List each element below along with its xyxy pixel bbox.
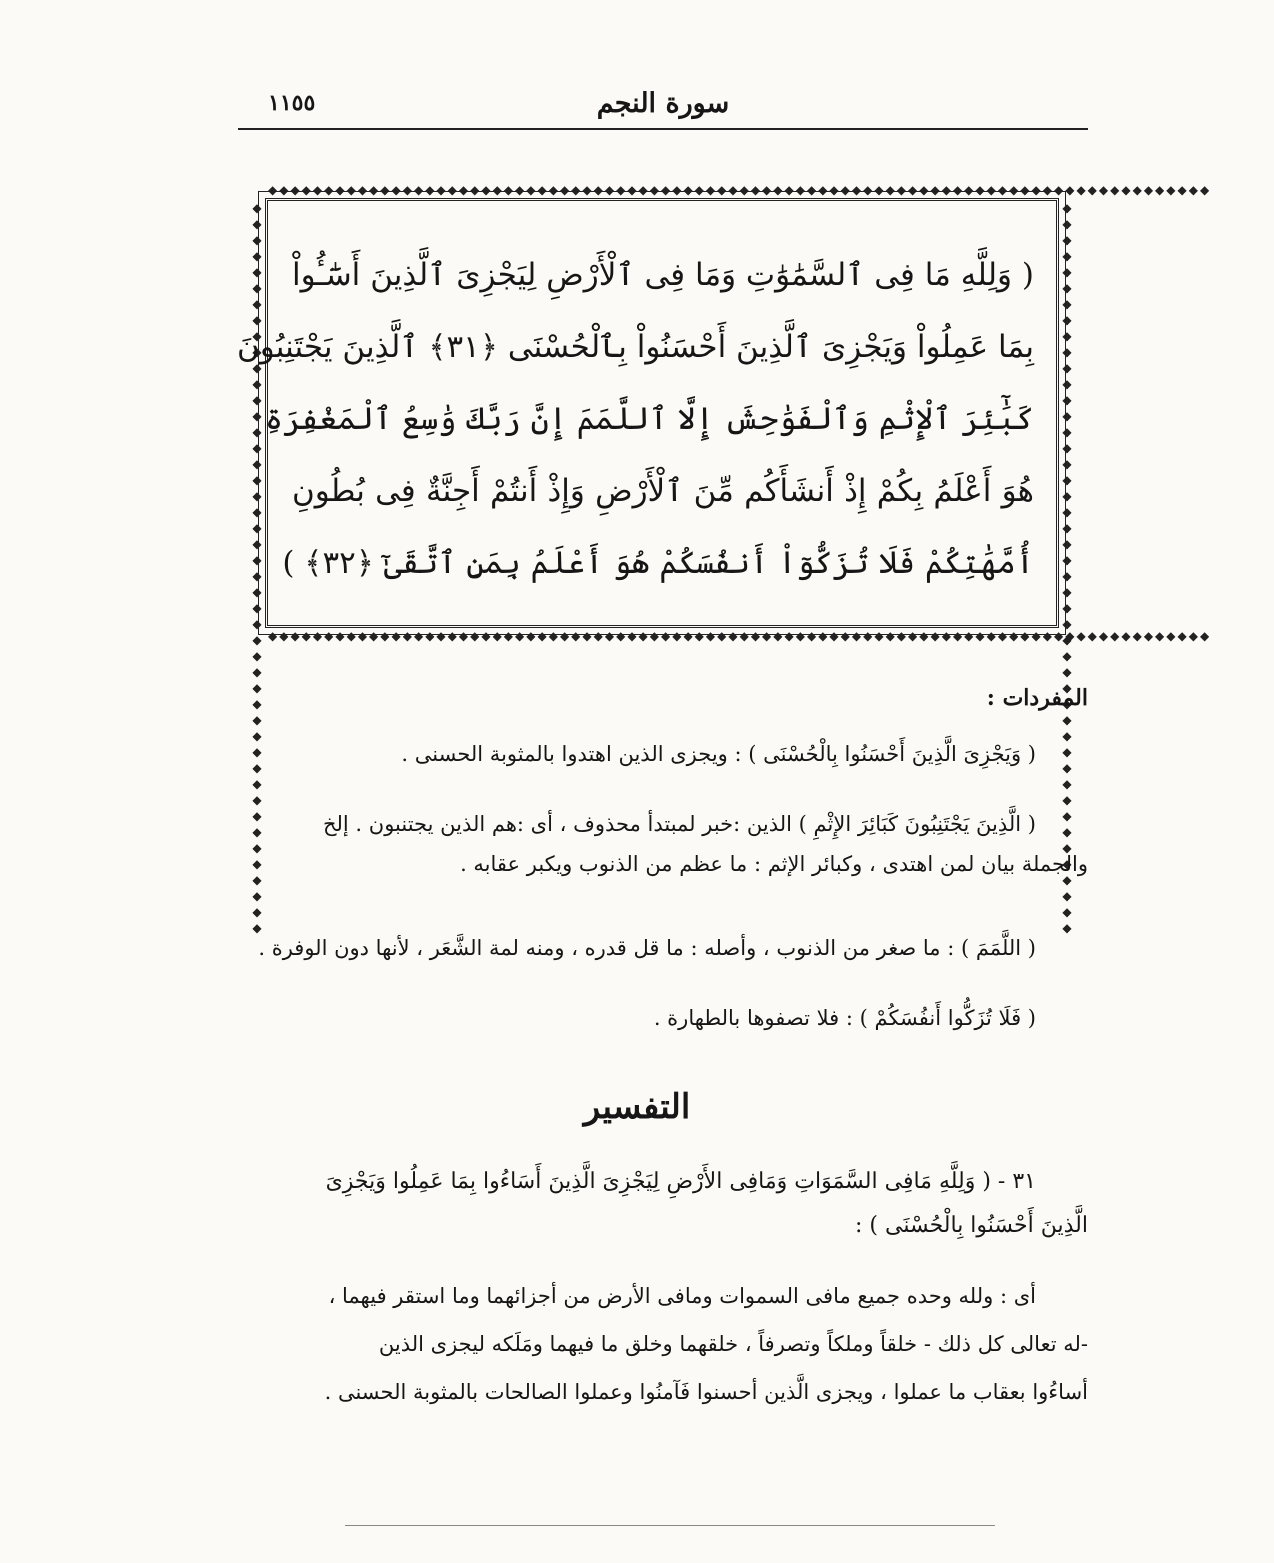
bottom-rule bbox=[345, 1525, 995, 1526]
tafsir-body-text: أى : ولله وحده جميع مافى السموات ومافى الأرض من أجزائهما وما استقر فيهما ، bbox=[328, 1284, 1036, 1308]
page-header bbox=[238, 82, 1088, 130]
frame-ornament-bottom: ◆◆◆◆◆◆◆◆◆◆◆◆◆◆◆◆◆◆◆◆◆◆◆◆◆◆◆◆◆◆◆◆◆◆◆◆◆◆◆◆◆◆◆◆◆◆◆◆◆◆◆◆◆◆◆◆◆◆◆◆◆◆◆◆◆◆◆◆◆◆◆◆◆◆◆◆◆◆◆◆◆◆◆◆ bbox=[268, 629, 1212, 643]
tafsir-verse-text: ٣١ - ( وَلِلَّهِ مَافِى السَّمَوَاتِ وَمَافِى الأَرْضِ لِيَجْزِىَ الَّذِينَ أَسَاءُوا بِمَا عَمِلُوا وَيَجْزِىَ bbox=[325, 1169, 1036, 1194]
vocab-item-text: ( اللَّمَمَ ) : ما صغر من الذنوب ، وأصله : ما قل قدره ، ومنه لمة الشَّعَر ، لأنها دون الوفرة . bbox=[258, 936, 1036, 960]
vocab-heading: المفردات : bbox=[986, 685, 1088, 711]
page-number: ١١٥٥ bbox=[268, 90, 316, 116]
verse-line: هُوَ أَعْلَمُ بِكُمْ إِذْ أَنشَأَكُم مِّنَ ٱلْأَرْضِ وَإِذْ أَنتُمْ أَجِنَّةٌ فِى بُطُونِ bbox=[292, 473, 1034, 509]
vocab-item bbox=[236, 804, 1088, 884]
frame-ornament-top: ◆◆◆◆◆◆◆◆◆◆◆◆◆◆◆◆◆◆◆◆◆◆◆◆◆◆◆◆◆◆◆◆◆◆◆◆◆◆◆◆◆◆◆◆◆◆◆◆◆◆◆◆◆◆◆◆◆◆◆◆◆◆◆◆◆◆◆◆◆◆◆◆◆◆◆◆◆◆◆◆◆◆◆◆ bbox=[268, 183, 1212, 197]
tafsir-verse-text: الَّذِينَ أَحْسَنُوا بِالْحُسْنَى ) : bbox=[855, 1213, 1088, 1238]
frame-ornament-left: ◆◆◆◆◆◆◆◆◆◆◆◆◆◆◆◆◆◆◆◆◆◆◆◆◆◆◆◆◆◆◆◆◆◆◆◆◆◆◆◆◆◆◆◆◆◆ bbox=[250, 201, 264, 937]
vocab-item-text: ( الَّذِينَ يَجْتَنِبُونَ كَبَائِرَ الإِثْمِ ) الذين :خبر لمبتدأ محذوف ، أى :هم الذين يجتنبون . إلخ bbox=[322, 812, 1036, 836]
quran-verses bbox=[237, 239, 1034, 599]
verse-line: أُمَّهَٰتِكُمْ فَلَا تُزَكُّوٓاْ أَنفُسَكُمْ هُوَ أَعْلَمُ بِمَنِ ٱتَّقَىٰٓ ﴿٣٢﴾ ) bbox=[282, 545, 1034, 581]
vocab-item-text: ( وَيَجْزِىَ الَّذِينَ أَحْسَنُوا بِالْحُسْنَى ) : ويجزى الذين اهتدوا بالمثوبة الحسنى . bbox=[401, 742, 1036, 766]
tafsir-heading: التفسير bbox=[583, 1087, 691, 1127]
vocab-item-text: والجملة بيان لمن اهتدى ، وكبائر الإثم : ما عظم من الذنوب ويكبر عقابه . bbox=[460, 852, 1088, 876]
vocab-item bbox=[236, 998, 1088, 1038]
vocab-item bbox=[236, 734, 1088, 774]
tafsir-body bbox=[236, 1272, 1088, 1416]
tafsir-body-text: أساءُوا بعقاب ما عملوا ، ويجزى الَّذين أحسنوا فَآمنُوا وعملوا الصالحات بالمثوبة الحسنى . bbox=[324, 1380, 1088, 1404]
tafsir-body-text: -له تعالى كل ذلك - خلقاً وملكاً وتصرفاً ، خلقهما وخلق ما فيهما ومَلَكه ليجزى الذين bbox=[378, 1332, 1088, 1356]
vocab-item bbox=[236, 928, 1088, 968]
verse-line: ( وَلِلَّهِ مَا فِى ٱلسَّمَٰوَٰتِ وَمَا فِى ٱلْأَرْضِ لِيَجْزِىَ ٱلَّذِينَ أَسَٰٓـُٔواْ bbox=[292, 257, 1034, 293]
vocab-item-text: ( فَلَا تُزَكُّوا أَنفُسَكُمْ ) : فلا تصفوها بالطهارة . bbox=[653, 1006, 1036, 1030]
verse-line: بِمَا عَمِلُواْ وَيَجْزِىَ ٱلَّذِينَ أَحْسَنُواْ بِٱلْحُسْنَى ﴿٣١﴾ ٱلَّذِينَ يَجْتَنِبُونَ bbox=[237, 329, 1034, 365]
tafsir-verse bbox=[236, 1160, 1088, 1248]
frame-ornament-right: ◆◆◆◆◆◆◆◆◆◆◆◆◆◆◆◆◆◆◆◆◆◆◆◆◆◆◆◆◆◆◆◆◆◆◆◆◆◆◆◆◆◆◆◆◆◆ bbox=[1060, 201, 1074, 937]
surah-title: سورة النجم bbox=[596, 88, 730, 119]
verse-line: كَبَٰٓئِرَ ٱلْإِثْمِ وَٱلْفَوَٰحِشَ إِلَّا ٱللَّمَمَ إِنَّ رَبَّكَ وَٰسِعُ ٱلْمَغْفِرَةِ bbox=[264, 401, 1034, 437]
